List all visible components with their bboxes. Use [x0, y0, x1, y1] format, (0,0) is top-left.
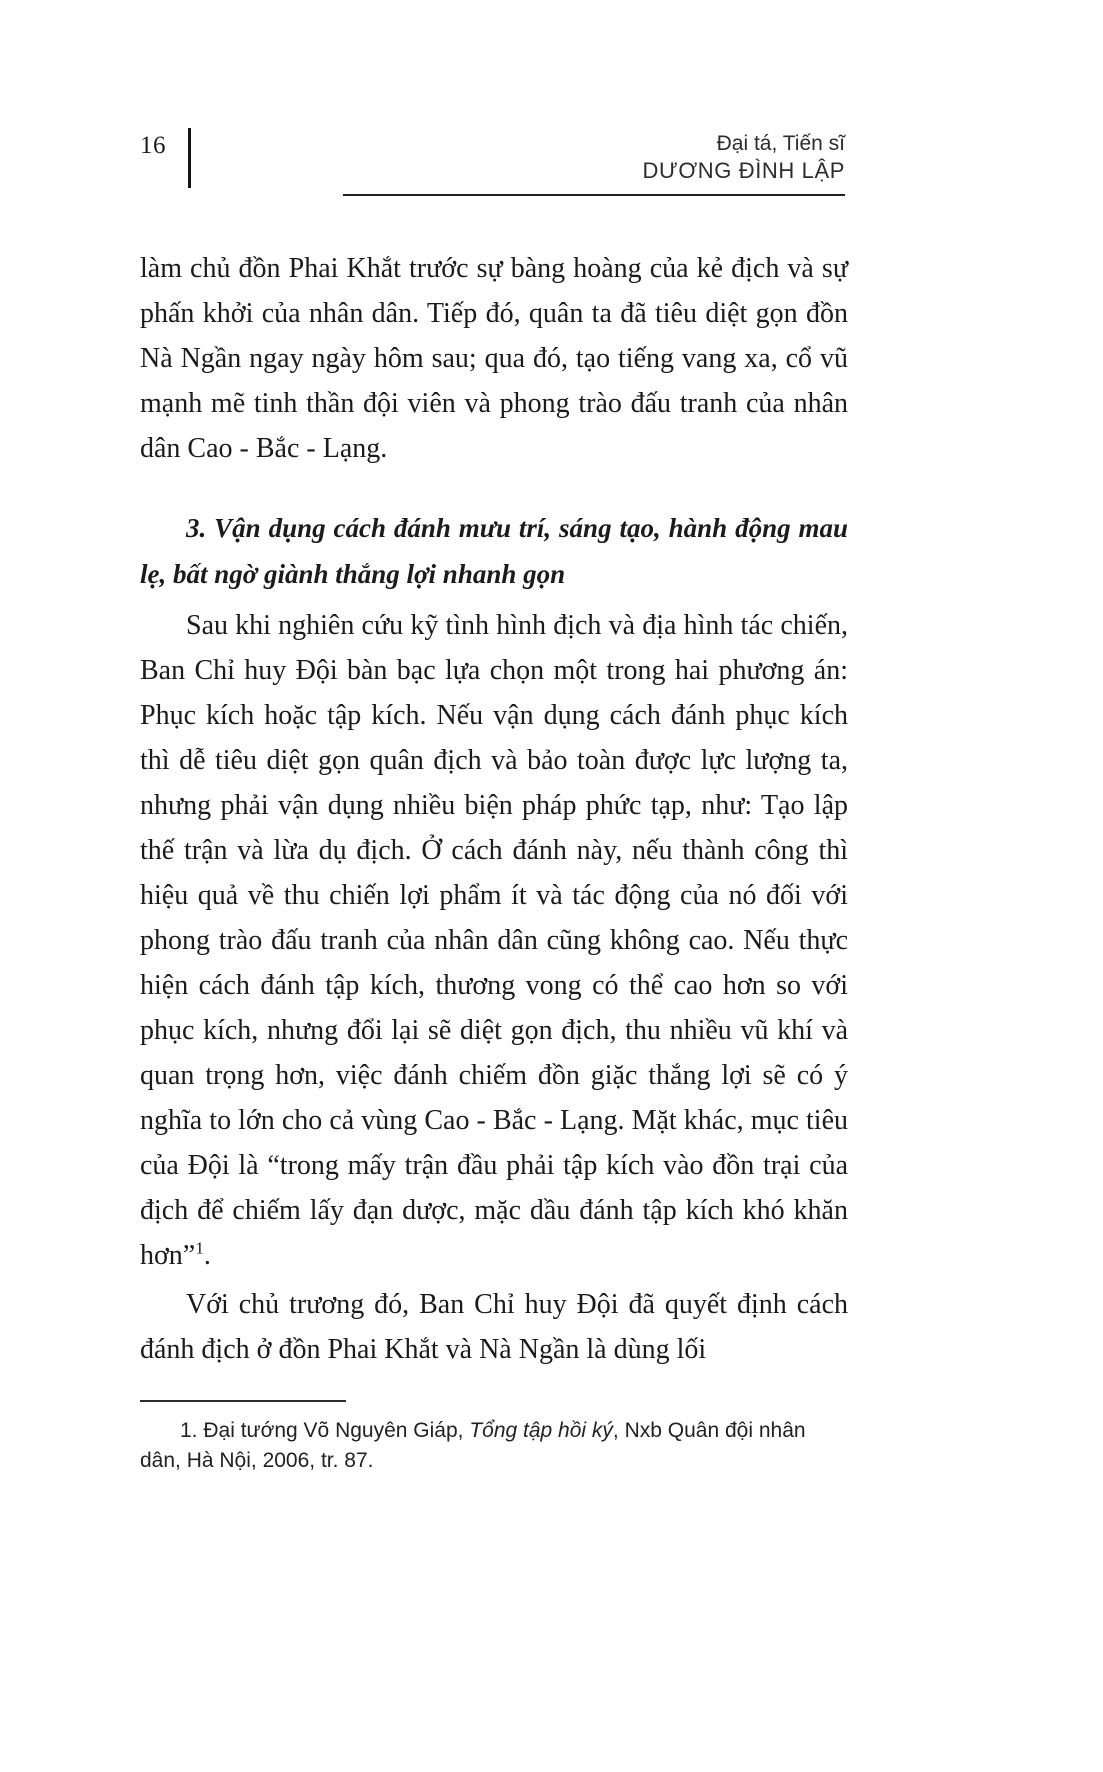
paragraph-text-end: . [203, 1240, 211, 1271]
header-author-block [343, 130, 845, 196]
page-body [140, 246, 848, 1476]
footnote-suffix: , Nxb Quân đội nhân dân, Hà Nội, 2006, tr. 87. [140, 1419, 806, 1472]
author-name: DƯƠNG ĐÌNH LẬP [642, 158, 845, 183]
paragraph: Với chủ trương đó, Ban Chỉ huy Đội đã quyết định cách đánh địch ở đồn Phai Khắt và Nà Ngần là dùng lối [140, 1289, 848, 1365]
author-title: Đại tá, Tiến sĩ [716, 132, 845, 155]
paragraph [140, 603, 848, 1278]
page-number: 16 [140, 132, 166, 159]
footnote [140, 1416, 848, 1476]
footnote-work-title: Tổng tập hồi ký [469, 1419, 613, 1442]
section-heading: 3. Vận dụng cách đánh mưu trí, sáng tạo, hành động mau lẹ, bất ngờ giành thắng lợi nhanh gọn [140, 513, 848, 589]
page-number-divider [188, 128, 191, 188]
footnote-prefix: 1. Đại tướng Võ Nguyên Giáp, [180, 1419, 470, 1442]
footnote-reference: 1 [195, 1238, 204, 1258]
footnote-separator [140, 1400, 346, 1402]
running-header [140, 130, 845, 200]
paragraph-continuation: làm chủ đồn Phai Khắt trước sự bàng hoàng của kẻ địch và sự phấn khởi của nhân dân. Tiếp đó, quân ta đã tiêu diệt gọn đồn Nà Ngần ngay ngày hôm sau; qua đó, tạo tiếng vang xa, cổ vũ mạnh mẽ tinh thần đội viên và phong trào đấu tranh của nhân dân Cao - Bắc - Lạng. [140, 253, 848, 464]
paragraph-text: Sau khi nghiên cứu kỹ tình hình địch và địa hình tác chiến, Ban Chỉ huy Đội bàn bạc lựa chọn một trong hai phương án: Phục kích hoặc tập kích. Nếu vận dụng cách đánh phục kích thì dễ tiêu diệt gọn quân địch và bảo toàn được lực lượng ta, nhưng phải vận dụng nhiều biện pháp phức tạp, như: Tạo lập thế trận và lừa dụ địch. Ở cách đánh này, nếu thành công thì hiệu quả về thu chiến lợi phẩm ít và tác động của nó đối với phong trào đấu tranh của nhân dân cũng không cao. Nếu thực hiện cách đánh tập kích, thương vong có thể cao hơn so với phục kích, nhưng đổi lại sẽ diệt gọn địch, thu nhiều vũ khí và quan trọng hơn, việc đánh chiếm đồn giặc thắng lợi sẽ có ý nghĩa to lớn cho cả vùng Cao - Bắc - Lạng. Mặt khác, mục tiêu của Đội là “trong mấy trận đầu phải tập kích vào đồn trại của địch để chiếm lấy đạn dược, mặc dầu đánh tập kích khó khăn hơn” [140, 610, 848, 1271]
